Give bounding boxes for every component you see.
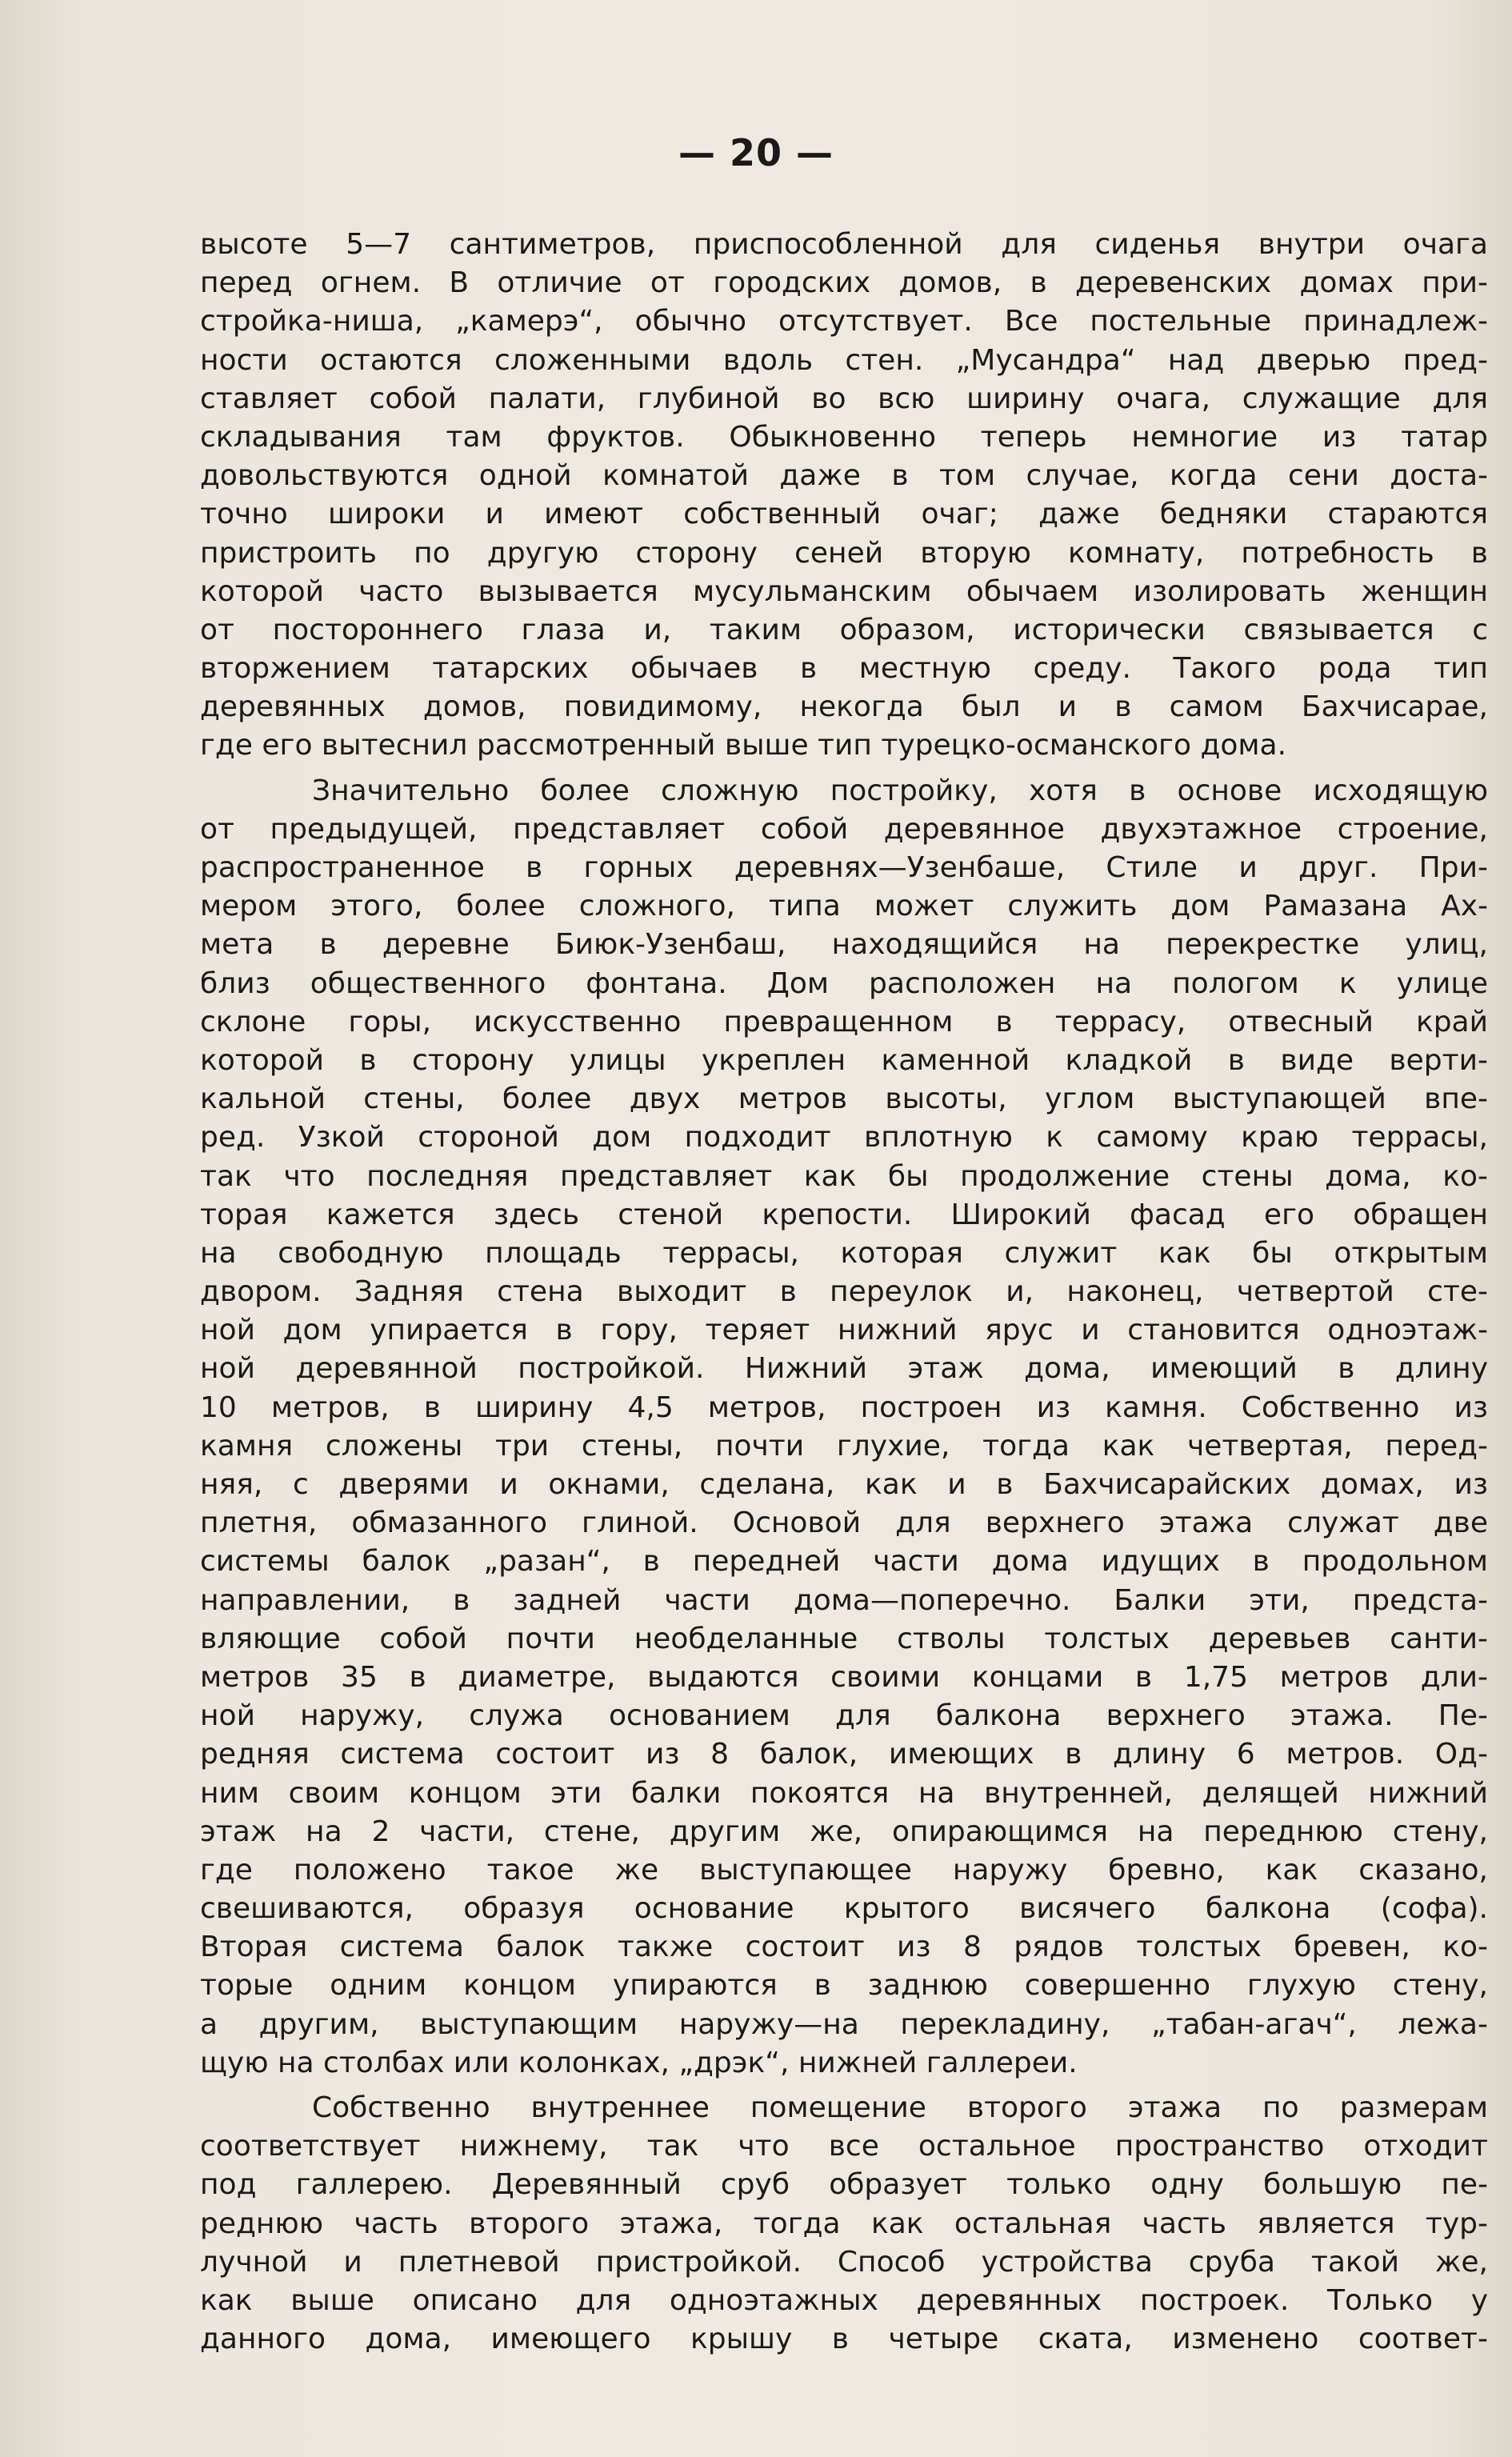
text-line: торые одним концом упираются в заднюю совершенно глухую стену,	[200, 1969, 1488, 2003]
text-line: Значительно более сложную постройку, хотя в основе исходящую	[312, 774, 1488, 807]
text-line: от постороннего глаза и, таким образом, исторически связывается с	[200, 613, 1488, 646]
text-line: лучной и плетневой пристройкой. Способ устройства сруба такой же,	[200, 2245, 1488, 2279]
text-line: деревянных домов, повидимому, некогда был и в самом Бахчисарае,	[200, 690, 1488, 724]
text-line: как выше описано для одноэтажных деревянных построек. Только у	[200, 2283, 1488, 2317]
text-line: соответствует нижнему, так что все остальное пространство отходит	[200, 2130, 1488, 2163]
text-line: этаж на 2 части, стене, другим же, опирающимся на переднюю стену,	[200, 1815, 1488, 1848]
text-line: ним своим концом эти балки покоятся на внутренней, делящей нижний	[200, 1776, 1488, 1810]
text-line: склоне горы, искусственно превращенном в террасу, отвесный край	[200, 1005, 1488, 1038]
text-line: мером этого, более сложного, типа может служить дом Рамазана Ах-	[200, 890, 1488, 923]
text-line: направлении, в задней части дома—поперечно. Балки эти, предста-	[200, 1583, 1488, 1617]
text-line: мета в деревне Биюк-Узенбаш, находящийся на перекрестке улиц,	[200, 928, 1488, 962]
text-line: 10 метров, в ширину 4,5 метров, построен из камня. Собственно из	[200, 1391, 1488, 1424]
text-line: ности остаются сложенными вдоль стен. „Мусандра“ над дверью пред-	[200, 343, 1488, 377]
text-line: перед огнем. В отличие от городских домов, в деревенских домах при-	[200, 266, 1488, 300]
text-line: двором. Задняя стена выходит в переулок и, наконец, четвертой сте-	[200, 1275, 1488, 1309]
text-line: ной наружу, служа основанием для балкона верхнего этажа. Пе-	[200, 1699, 1488, 1733]
text-line: кальной стены, более двух метров высоты, углом выступающей впе-	[200, 1082, 1488, 1116]
text-line: которой часто вызывается мусульманским обычаем изолировать женщин	[200, 574, 1488, 608]
text-line: камня сложены три стены, почти глухие, тогда как четвертая, перед-	[200, 1429, 1488, 1463]
text-line: от предыдущей, представляет собой деревянное двухэтажное строение,	[200, 812, 1488, 846]
text-line: стройка-ниша, „камерэ“, обычно отсутствует. Все постельные принадлеж-	[200, 305, 1488, 338]
text-line: на свободную площадь террасы, которая служит как бы открытым	[200, 1236, 1488, 1270]
text-line: которой в сторону улицы укреплен каменной кладкой в виде верти-	[200, 1043, 1488, 1077]
text-line: плетня, обмазанного глиной. Основой для верхнего этажа служат две	[200, 1507, 1488, 1540]
text-line: довольствуются одной комнатой даже в том случае, когда сени доста-	[200, 459, 1488, 493]
text-line: данного дома, имеющего крышу в четыре ската, изменено соответ-	[200, 2323, 1488, 2356]
text-line: высоте 5—7 сантиметров, приспособленной для сиденья внутри очага	[200, 228, 1488, 261]
text-line: редняя система состоит из 8 балок, имеющих в длину 6 метров. Од-	[200, 1738, 1488, 1771]
text-line: метров 35 в диаметре, выдаются своими концами в 1,75 метров дли-	[200, 1660, 1488, 1694]
text-line: складывания там фруктов. Обыкновенно теперь немногие из татар	[200, 420, 1488, 454]
text-line: вторжением татарских обычаев в местную среду. Такого рода тип	[200, 652, 1488, 686]
text-line: ред. Узкой стороной дом подходит вплотную к самому краю террасы,	[200, 1121, 1488, 1154]
text-line: а другим, выступающим наружу—на перекладину, „табан-агач“, лежа-	[200, 2007, 1488, 2041]
text-line: ной деревянной постройкой. Нижний этаж дома, имеющий в длину	[200, 1352, 1488, 1386]
body-text	[200, 226, 1488, 2386]
paragraph-1	[200, 226, 1488, 766]
text-line: под галлерею. Деревянный сруб образует только одну большую пе-	[200, 2168, 1488, 2202]
page-number: — 20 —	[678, 131, 834, 174]
paragraph-2	[200, 772, 1488, 2083]
text-line: так что последняя представляет как бы продолжение стены дома, ко-	[200, 1159, 1488, 1193]
text-line: ставляет собой палати, глубиной во всю ширину очага, служащие для	[200, 382, 1488, 415]
text-line: где его вытеснил рассмотренный выше тип турецко-османского дома.	[200, 729, 1287, 762]
text-line: пристроить по другую сторону сеней вторую комнату, потребность в	[200, 536, 1488, 570]
text-line: няя, с дверями и окнами, сделана, как и в Бахчисарайских домах, из	[200, 1468, 1488, 1501]
text-line: распространенное в горных деревнях—Узенбаше, Стиле и друг. При-	[200, 851, 1488, 884]
text-line: вляющие собой почти необделанные стволы толстых деревьев санти-	[200, 1622, 1488, 1655]
text-line: свешиваются, образуя основание крытого висячего балкона (софа).	[200, 1892, 1488, 1926]
text-line: щую на столбах или колонках, „дрэк“, нижней галлереи.	[200, 2046, 1078, 2079]
text-line: близ общественного фонтана. Дом расположен на пологом к улице	[200, 966, 1488, 1000]
text-line: системы балок „разан“, в передней части дома идущих в продольном	[200, 1545, 1488, 1579]
text-line: ной дом упирается в гору, теряет нижний ярус и становится одноэтаж-	[200, 1314, 1488, 1347]
text-line: где положено такое же выступающее наружу бревно, как сказано,	[200, 1853, 1488, 1887]
paragraph-3	[200, 2089, 1488, 2359]
text-line: точно широки и имеют собственный очаг; даже бедняки стараются	[200, 498, 1488, 531]
text-line: Вторая система балок также состоит из 8 рядов толстых бревен, ко-	[200, 1931, 1488, 1964]
text-line: реднюю часть второго этажа, тогда как остальная часть является тур-	[200, 2207, 1488, 2240]
text-line: торая кажется здесь стеной крепости. Широкий фасад его обращен	[200, 1198, 1488, 1231]
text-line: Собственно внутреннее помещение второго этажа по размерам	[312, 2091, 1488, 2124]
